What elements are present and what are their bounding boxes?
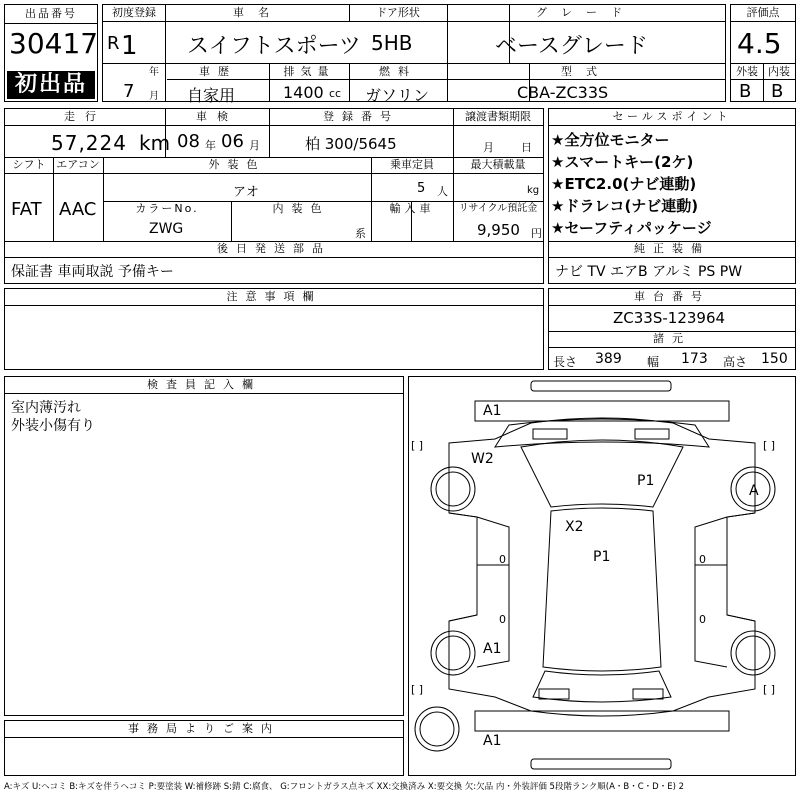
equipment-label: 純正装備 [634, 242, 710, 255]
equipment: ナビ TV エアB アルミ PS PW [555, 264, 743, 280]
ext-label: 外装 [736, 65, 758, 78]
capacity-unit: 人 [437, 185, 448, 198]
headlight-right [635, 429, 669, 439]
notes-box [4, 288, 544, 370]
month-unit: 月 [149, 91, 159, 102]
lot-box [4, 4, 98, 102]
ac-label: エアコン [56, 158, 100, 171]
displacement: 1400 [283, 83, 324, 102]
ac: AAC [59, 199, 97, 220]
vehicle-info-box [4, 108, 544, 284]
fuel: ガソリン [365, 86, 430, 105]
recycle-unit: 円 [531, 227, 542, 240]
capacity-label: 乗車定員 [390, 158, 434, 171]
history: 自家用 [187, 86, 236, 105]
displacement-unit: cc [329, 87, 342, 100]
damage-mark: A1 [483, 403, 502, 419]
selling-point: ★スマートキー(2ケ) [551, 153, 694, 171]
inspector-note: 外装小傷有り [11, 418, 95, 434]
ext-color: アオ [233, 185, 259, 200]
lot-label: 出品番号 [25, 7, 77, 20]
spec-label: 諸元 [653, 332, 691, 345]
damage-mark: X2 [565, 519, 584, 535]
transfer-month-unit: 月 [483, 141, 494, 154]
zero-mark: 0 [699, 613, 706, 626]
zero-mark: 0 [499, 613, 506, 626]
load-unit: kg [527, 185, 540, 196]
damage-mark: W2 [471, 451, 494, 467]
parts-label: 後日発送部品 [217, 242, 331, 255]
int-label: 内装 [768, 65, 790, 78]
width-label: 幅 [647, 355, 660, 369]
ext-color-label: 外装色 [208, 158, 266, 171]
color-no: ZWG [149, 221, 184, 237]
damage-mark: A [749, 483, 759, 499]
model-label: 型式 [561, 65, 611, 78]
score-label: 評価点 [746, 6, 780, 19]
era: R [107, 33, 120, 54]
inspector-note: 室内薄汚れ [11, 400, 81, 416]
load-label: 最大積載量 [470, 158, 526, 171]
selling-point: ★ETC2.0(ナビ連動) [551, 175, 697, 193]
taillight-right [633, 689, 663, 699]
selling-point: ★セーフティパッケージ [551, 219, 712, 237]
history-label: 車歴 [199, 65, 237, 78]
lot-number: 30417 [9, 27, 99, 60]
inspection-label: 車検 [196, 110, 238, 123]
length: 389 [595, 351, 622, 367]
recycle-label: リサイクル預託金 [458, 203, 538, 214]
bracket-mark: [ ] [763, 439, 776, 452]
height-label: 高さ [723, 355, 748, 369]
damage-mark: P1 [593, 549, 611, 565]
header-main-box [102, 4, 726, 105]
plate: 柏 300/5645 [305, 135, 397, 153]
insp-year-unit: 年 [205, 139, 216, 152]
width: 173 [681, 351, 708, 367]
damage-mark: A1 [483, 641, 502, 657]
damage-mark: P1 [637, 473, 655, 489]
year-unit: 年 [149, 67, 159, 78]
displacement-label: 排気量 [283, 65, 335, 78]
legend: A:キズ U:ヘコミ B:キズを伴うヘコミ P:要塗装 W:補修跡 S:錆 C:腐食、 G:フロントガラス点キズ XX:交換済み X:要交換 欠:欠品 内・外装評価 5段階ランク順(A・B・C・D・E) 2 [4, 782, 685, 792]
selling-point: ★全方位モニター [551, 131, 670, 149]
height: 150 [761, 351, 788, 367]
import-label: 輸入車 [389, 202, 435, 215]
rear-bumper-shape [531, 759, 671, 769]
insp-month: 06 [221, 131, 244, 152]
reg-label: 初度登録 [112, 6, 156, 19]
parts: 保証書 車両取説 予備キー [11, 264, 174, 280]
taillight-left [539, 689, 569, 699]
windshield-shape [521, 440, 683, 507]
model: CBA-ZC33S [517, 83, 609, 102]
color-no-label: カラーNo. [135, 202, 199, 215]
door: 5HB [371, 31, 413, 55]
wheel-rear-left [431, 631, 475, 675]
headlight-left [533, 429, 567, 439]
score-box [730, 4, 796, 102]
damage-mark: A1 [483, 733, 502, 749]
zero-mark: 0 [699, 553, 706, 566]
car-name: スイフトスポーツ [187, 34, 361, 59]
door-label: ドア形状 [376, 6, 420, 19]
selling-points-box [548, 108, 796, 284]
inspector-label: 検査員記入欄 [147, 378, 261, 391]
selling-label: セールスポイント [612, 110, 732, 123]
right-doors [695, 513, 755, 667]
wheel-rear-right [731, 631, 775, 675]
spare-wheel [415, 707, 459, 751]
mileage: 57,224 [51, 131, 127, 155]
grade-label: グレード [536, 6, 636, 19]
car-diagram [409, 377, 795, 775]
rear-window-shape [533, 671, 671, 702]
insp-year: 08 [177, 131, 200, 152]
chassis-label: 車台番号 [634, 290, 710, 303]
shift-label: シフト [12, 158, 46, 171]
ext-score: B [739, 81, 752, 102]
office-box [4, 720, 404, 776]
insp-month-unit: 月 [249, 139, 260, 152]
capacity: 5 [417, 181, 426, 196]
bracket-mark: [ ] [411, 439, 424, 452]
bracket-mark: [ ] [411, 683, 424, 696]
int-score: B [771, 81, 784, 102]
zero-mark: 0 [499, 553, 506, 566]
chassis: ZC33S-123964 [613, 309, 726, 327]
length-label: 長さ [553, 355, 578, 369]
grade: ベースグレード [495, 34, 648, 59]
notes-label: 注意事項欄 [226, 290, 322, 303]
plate-label: 登録番号 [323, 110, 399, 123]
transfer-label: 譲渡書類期限 [465, 110, 531, 123]
rear-panel-shape [475, 711, 729, 731]
fuel-label: 燃料 [379, 65, 417, 78]
transfer-day-unit: 日 [521, 141, 532, 154]
front-bumper-shape [531, 381, 671, 391]
shift: FAT [11, 199, 42, 220]
bracket-mark: [ ] [763, 683, 776, 696]
int-color-unit: 系 [355, 227, 366, 240]
roof-shape [543, 508, 661, 671]
int-color-label: 内装色 [272, 202, 330, 215]
wheel-front-left [431, 467, 475, 511]
inspector-box [4, 376, 404, 716]
reg-year: 1 [121, 31, 138, 61]
hood-shape [495, 419, 709, 447]
reg-month: 7 [123, 81, 135, 102]
office-label: 事務局よりご案内 [128, 722, 280, 735]
score: 4.5 [737, 27, 782, 60]
mileage-unit: km [139, 131, 171, 155]
first-listing-badge: 初出品 [7, 71, 95, 99]
car-diagram-box [408, 376, 796, 776]
mileage-label: 走行 [64, 110, 106, 123]
selling-point: ★ドラレコ(ナビ連動) [551, 197, 699, 215]
chassis-box [548, 288, 796, 370]
car-name-label: 車名 [233, 6, 283, 19]
recycle: 9,950 [477, 221, 520, 239]
